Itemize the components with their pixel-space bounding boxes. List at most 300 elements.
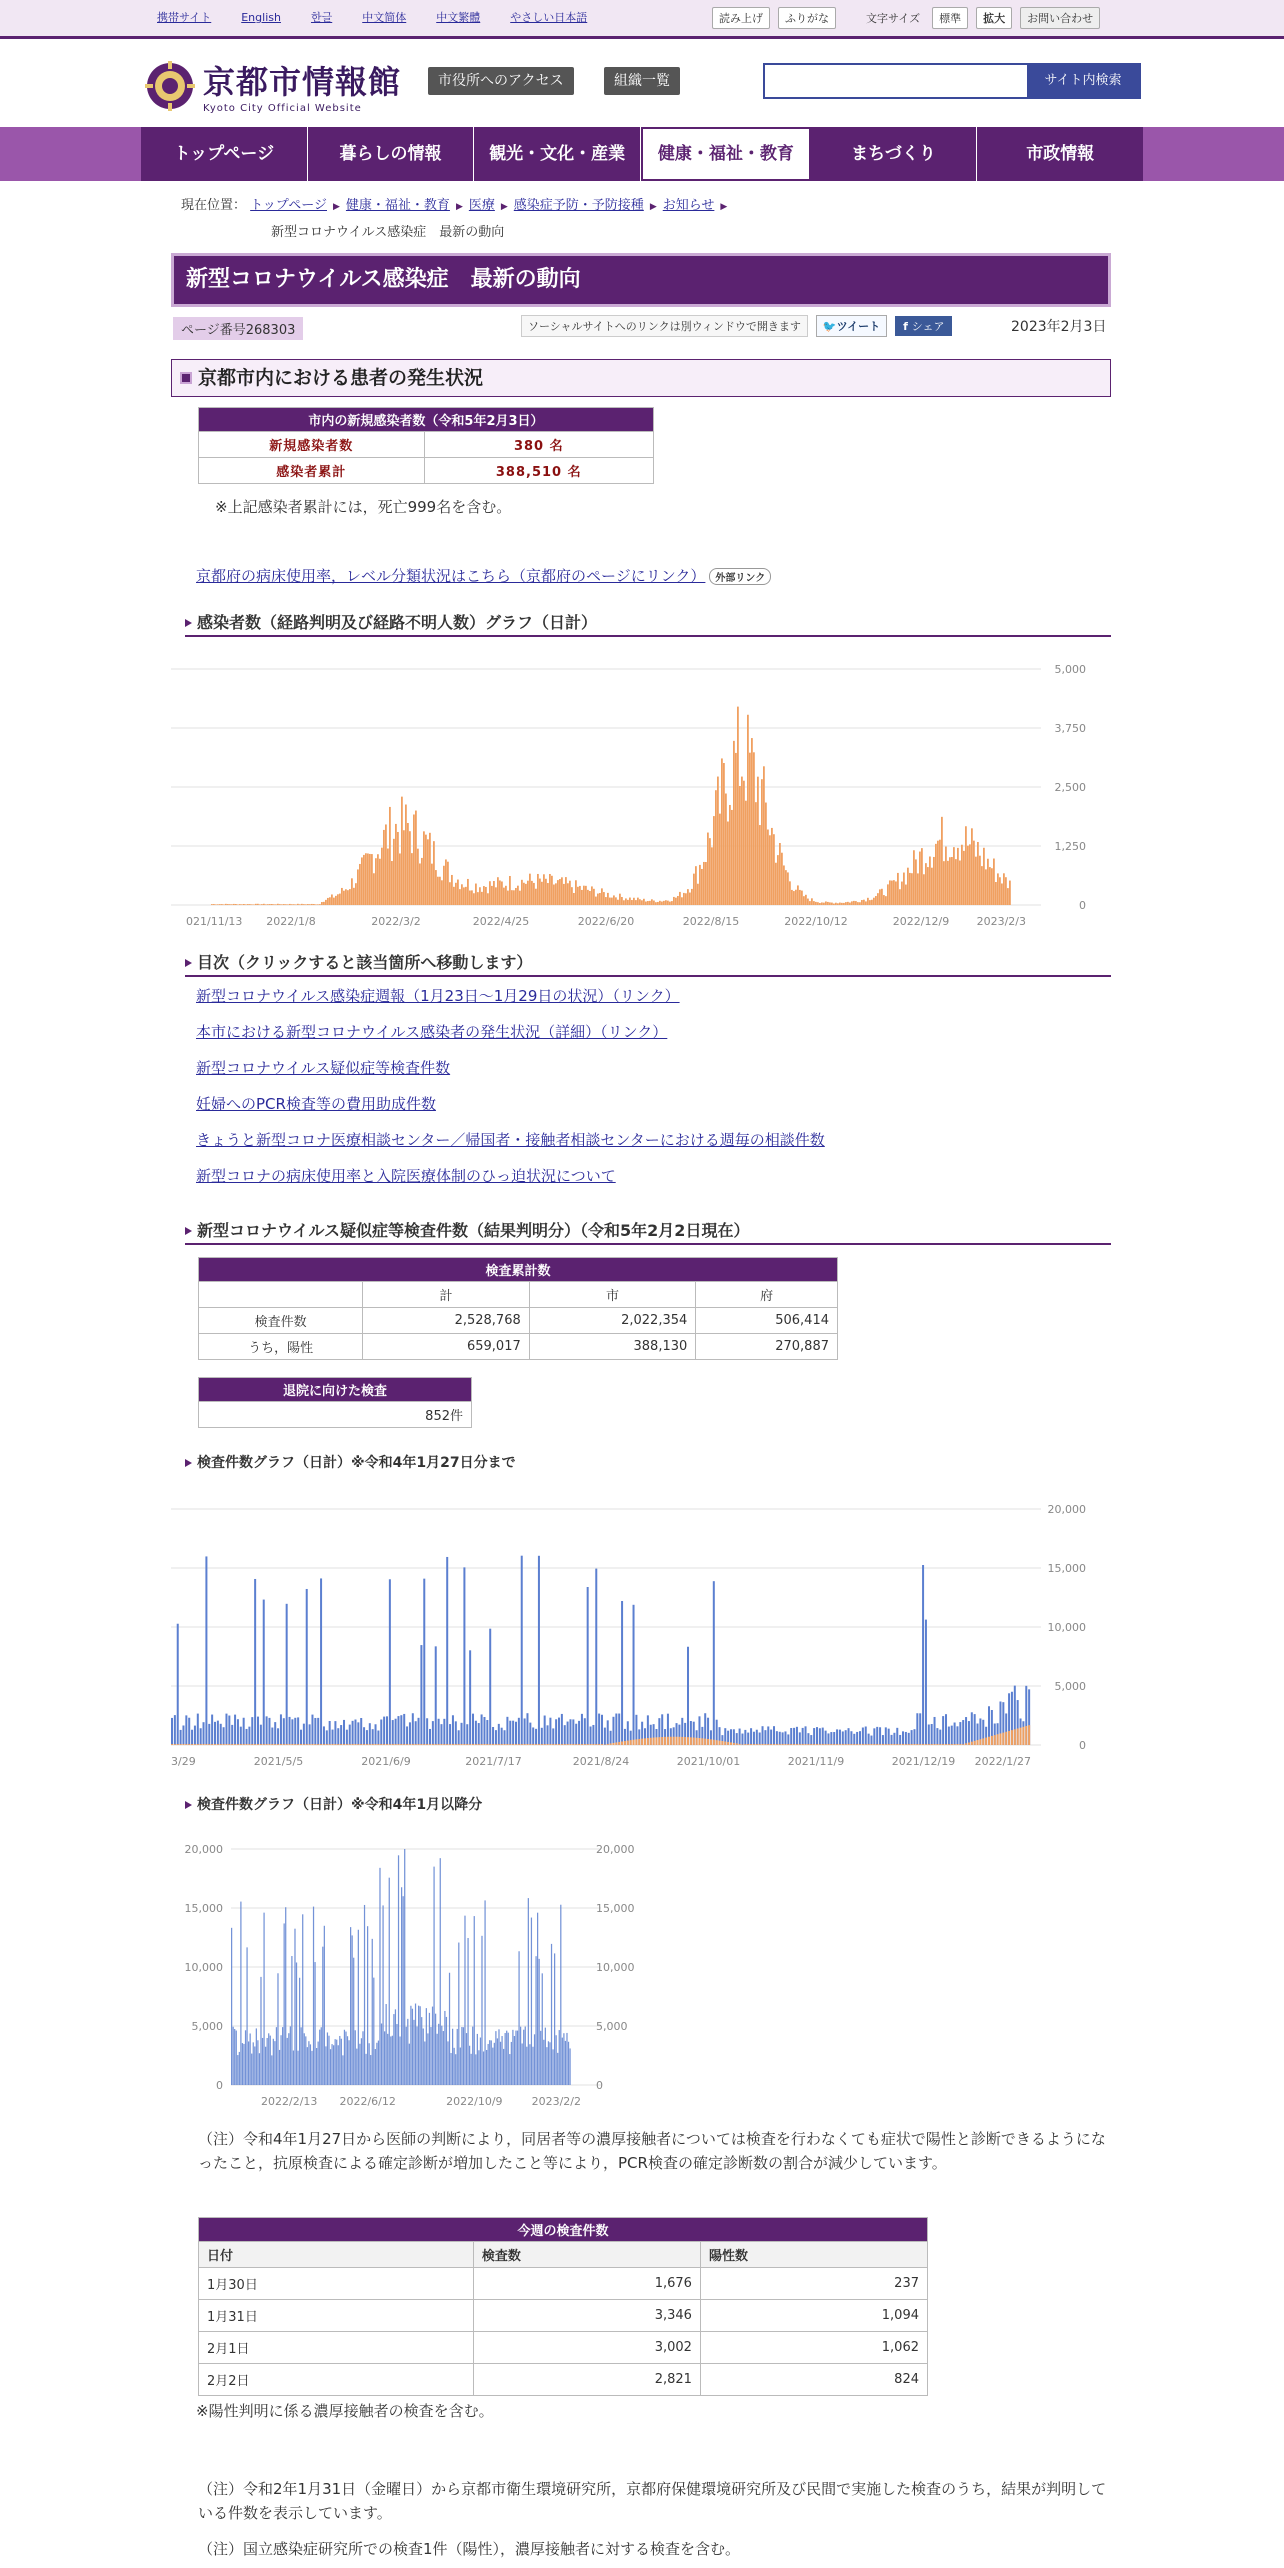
bar-positive: [997, 1734, 999, 1745]
bar: [381, 848, 383, 905]
bar-positive: [615, 1742, 617, 1745]
bar: [314, 1962, 315, 2085]
bar: [483, 1717, 485, 1745]
bar: [251, 904, 253, 905]
bar-positive: [624, 1741, 626, 1745]
bar-positive: [524, 1744, 526, 1745]
bar: [811, 898, 813, 905]
bar: [443, 1719, 445, 1745]
bar: [545, 879, 547, 905]
link-easy-japanese[interactable]: やさしい日本語: [510, 11, 588, 24]
bar: [919, 852, 921, 905]
bar: [789, 881, 791, 905]
x-tick-label: 2021/5/5: [253, 1755, 304, 1768]
breadcrumb-news[interactable]: お知らせ: [662, 198, 715, 213]
bar-positive: [552, 1744, 554, 1745]
bar-positive: [979, 1739, 981, 1745]
bar-positive: [759, 1744, 761, 1745]
bar: [389, 1579, 391, 1745]
bar: [633, 898, 635, 905]
bar: [346, 1730, 348, 1745]
bar: [823, 903, 825, 905]
external-link-badge: 外部リンク: [709, 568, 771, 585]
search-button[interactable]: サイト内検索: [1027, 65, 1139, 97]
kyoto-pref-link[interactable]: [196, 565, 771, 586]
bar-positive: [564, 1744, 566, 1745]
bar: [901, 882, 903, 905]
bar: [404, 1849, 405, 2085]
bar: [520, 2027, 521, 2085]
bar: [959, 1722, 961, 1745]
breadcrumb-health[interactable]: 健康・福祉・教育: [345, 198, 450, 213]
bar: [847, 902, 849, 905]
bar: [271, 904, 273, 905]
bar: [473, 893, 475, 905]
bar-positive: [716, 1740, 718, 1745]
bar: [256, 2028, 257, 2085]
bar: [347, 890, 349, 905]
bar: [378, 2041, 379, 2085]
bar: [934, 1717, 936, 1745]
bar: [501, 2036, 502, 2085]
bar-positive: [415, 1744, 417, 1745]
bar-positive: [1025, 1726, 1027, 1745]
link-chinese-simplified[interactable]: 中文简体: [362, 11, 407, 24]
bar: [759, 1733, 761, 1745]
bar: [372, 1729, 374, 1745]
bar: [311, 2051, 312, 2085]
bar: [625, 898, 627, 905]
bar: [449, 882, 451, 905]
bar: [243, 1718, 245, 1745]
bar: [915, 859, 917, 905]
bar: [418, 2006, 419, 2085]
bar-positive: [506, 1744, 508, 1745]
col-header: 市: [529, 1282, 696, 1308]
bar: [615, 897, 617, 905]
bar-positive: [696, 1738, 698, 1745]
bar: [631, 900, 633, 905]
bar-positive: [375, 1744, 377, 1745]
bar: [835, 903, 837, 905]
bar-positive: [962, 1744, 964, 1745]
bar-positive: [438, 1744, 440, 1745]
bar: [395, 1719, 397, 1745]
bar-positive: [934, 1744, 936, 1745]
bar: [509, 876, 511, 905]
breadcrumb-medical[interactable]: 医療: [468, 198, 495, 213]
bar: [446, 1557, 448, 1745]
bar-positive: [363, 1744, 365, 1745]
bar: [775, 863, 777, 905]
x-tick-label: 2022/1/8: [266, 915, 316, 928]
section-heading-outbreak: 京都市内における患者の発生状況: [171, 359, 1111, 397]
language-links: [157, 9, 617, 25]
bar: [629, 898, 631, 905]
bar: [444, 2011, 445, 2085]
bar: [517, 2031, 518, 2085]
breadcrumb-top[interactable]: トップページ: [250, 198, 327, 213]
bar: [463, 2027, 464, 2085]
bar-positive: [406, 1744, 408, 1745]
bar: [359, 864, 361, 905]
bar: [367, 853, 369, 905]
bar-positive: [936, 1744, 938, 1745]
bar-positive: [999, 1733, 1001, 1745]
bar: [556, 2035, 557, 2085]
bar: [398, 1855, 399, 2085]
nav-town[interactable]: まちづくり: [811, 127, 978, 181]
bar: [736, 1733, 738, 1745]
bar: [581, 890, 583, 905]
note-labs: （注）令和2年1月31日（金曜日）から京都市衛生環境研究所，京都府保健環境研究所及び民間で実施した検査のうち，結果が判明している件数を表示しています。: [198, 2480, 1107, 2522]
nav-living[interactable]: 暮らしの情報: [308, 127, 475, 181]
bar-positive: [945, 1744, 947, 1745]
bar-positive: [856, 1744, 858, 1745]
bar: [833, 904, 835, 905]
link-chinese-traditional[interactable]: 中文繁體: [436, 11, 481, 24]
bar: [364, 1905, 365, 2085]
bar: [347, 2036, 348, 2085]
bar: [461, 884, 463, 905]
bar-positive: [443, 1744, 445, 1745]
access-button[interactable]: 市役所へのアクセス: [428, 67, 574, 95]
site-logo[interactable]: [145, 57, 401, 114]
bar: [528, 1898, 529, 2085]
toc-link-consult[interactable]: きょうと新型コロナ医療相談センター／帰国者・接触者相談センターにおける週毎の相談件数: [196, 1131, 825, 1149]
bar-positive: [741, 1744, 743, 1745]
bar: [307, 2047, 308, 2085]
bar: [246, 1729, 248, 1745]
bar: [770, 1730, 772, 1745]
bar-positive: [380, 1744, 382, 1745]
bar: [415, 1721, 417, 1745]
toc-link-detail[interactable]: 本市における新型コロナウイルス感染者の発生状況（詳細）（リンク）: [196, 1023, 668, 1041]
bar: [416, 2026, 417, 2085]
bar: [498, 2029, 499, 2085]
bar-positive: [289, 1744, 291, 1745]
bar: [558, 1718, 560, 1745]
bar: [483, 2051, 484, 2085]
bar: [253, 2042, 254, 2085]
cell: 2,528,768: [363, 1308, 530, 1334]
contact-button[interactable]: お問い合わせ: [1020, 7, 1100, 29]
x-tick-label: 2022/6/20: [577, 915, 635, 928]
bar: [985, 869, 987, 905]
bar: [427, 839, 429, 905]
bar: [329, 1721, 331, 1745]
bar-positive: [392, 1744, 394, 1745]
bar: [526, 1713, 528, 1745]
bar: [515, 1722, 517, 1745]
bar-positive: [730, 1742, 732, 1745]
org-list-button[interactable]: 組織一覧: [604, 67, 680, 95]
bar: [426, 1718, 428, 1745]
bar: [936, 1728, 938, 1745]
bar: [764, 1730, 766, 1745]
site-subtitle: Kyoto City Official Website: [203, 103, 362, 114]
bar: [386, 1716, 388, 1745]
bar: [279, 904, 281, 905]
bar: [551, 1944, 552, 2085]
bar: [469, 1650, 471, 1745]
bar: [269, 904, 271, 905]
bar: [386, 2004, 387, 2085]
bar: [367, 1926, 368, 2085]
bar-positive: [515, 1744, 517, 1745]
bar-positive: [655, 1737, 657, 1745]
bar: [693, 874, 695, 905]
bar: [339, 894, 341, 905]
bar: [236, 2031, 237, 2085]
bar-positive: [724, 1741, 726, 1745]
search-input[interactable]: [765, 65, 1029, 99]
bar: [729, 805, 731, 905]
bar: [893, 880, 895, 905]
bar-positive: [793, 1744, 795, 1745]
bar: [647, 901, 649, 905]
font-size-label: 文字サイズ: [866, 12, 921, 25]
bar-positive: [509, 1744, 511, 1745]
bar: [171, 1718, 173, 1745]
bar-positive: [561, 1744, 563, 1745]
bar: [435, 2014, 436, 2085]
cell: 1,062: [700, 2332, 927, 2364]
table-caption: 検査累計数: [199, 1258, 838, 1282]
bar-positive: [770, 1744, 772, 1745]
bar: [506, 2031, 507, 2085]
bar: [401, 1887, 402, 2085]
bar: [917, 873, 919, 905]
bar: [321, 2027, 322, 2085]
font-standard-button[interactable]: 標準: [932, 7, 968, 29]
bar-positive: [334, 1744, 336, 1745]
bar: [569, 1719, 571, 1745]
bar: [841, 903, 843, 905]
bar: [862, 1728, 864, 1745]
bar: [240, 1902, 241, 2085]
bar: [203, 1722, 205, 1745]
bar-positive: [845, 1744, 847, 1745]
toc-link-pregnant[interactable]: 妊婦へのPCR検査等の費用助成件数: [196, 1095, 436, 1113]
bar: [965, 1717, 967, 1745]
bar: [361, 2038, 362, 2085]
bar: [289, 1717, 291, 1745]
bar: [810, 1735, 812, 1745]
font-large-button[interactable]: 拡大: [976, 7, 1012, 29]
bar: [460, 2048, 461, 2085]
bar-positive: [836, 1744, 838, 1745]
bar: [564, 1725, 566, 1745]
x-tick-label: 2021/12/19: [891, 1755, 956, 1768]
nav-tourism[interactable]: 観光・文化・産業: [474, 127, 641, 181]
bar-positive: [314, 1744, 316, 1745]
bar: [963, 851, 965, 905]
bar: [495, 887, 497, 905]
bar: [233, 2027, 234, 2085]
y-tick-label: 5,000: [1054, 1680, 1086, 1693]
bar: [560, 1905, 561, 2085]
bar: [987, 859, 989, 905]
bar: [879, 889, 881, 905]
bar: [773, 1726, 775, 1745]
bar: [513, 890, 515, 905]
bar: [231, 1725, 233, 1745]
bar-positive: [475, 1744, 477, 1745]
col-header: 検査数: [473, 2242, 700, 2268]
bar: [679, 892, 681, 905]
bar: [319, 904, 321, 905]
bar: [432, 1721, 434, 1745]
bar: [439, 877, 441, 905]
bar-positive: [876, 1744, 878, 1745]
furigana-button[interactable]: ふりがな: [778, 7, 836, 29]
chevron-right-icon: ▶: [333, 202, 340, 212]
bar: [466, 1724, 468, 1745]
bar: [465, 887, 467, 905]
bar: [458, 1943, 459, 2085]
bar: [673, 897, 675, 905]
nav-top[interactable]: トップページ: [141, 127, 308, 181]
bar: [881, 889, 883, 905]
bar-positive: [842, 1744, 844, 1745]
bar: [270, 2036, 271, 2085]
cell: 1月30日: [199, 2268, 474, 2300]
nav-health[interactable]: 健康・福祉・教育: [641, 127, 811, 181]
link-english[interactable]: English: [241, 11, 281, 24]
bar: [868, 1734, 870, 1745]
read-aloud-button[interactable]: 読み上げ: [712, 7, 770, 29]
bar: [999, 877, 1001, 905]
bar: [266, 1716, 268, 1745]
x-tick-label: 3/29: [171, 1755, 196, 1768]
bar-positive: [810, 1744, 812, 1745]
bar: [466, 2033, 467, 2085]
bar: [505, 886, 507, 905]
tweet-button[interactable]: [816, 315, 887, 337]
bar-positive: [727, 1742, 729, 1745]
bar: [731, 810, 733, 905]
bar: [389, 807, 391, 905]
nav-municipal[interactable]: 市政情報: [1026, 144, 1095, 164]
bar-positive: [782, 1744, 784, 1745]
bar: [245, 904, 247, 905]
bar-positive: [521, 1744, 523, 1745]
bar: [769, 835, 771, 905]
bar: [959, 861, 961, 905]
bar: [790, 1728, 792, 1745]
bar: [474, 1916, 475, 2085]
bar: [610, 1731, 612, 1745]
y-tick-label: 10,000: [1047, 1621, 1086, 1634]
bar: [321, 902, 323, 905]
toc-link-tests[interactable]: 新型コロナウイルス疑似症等検査件数: [196, 1059, 451, 1077]
bar-positive: [352, 1744, 354, 1745]
bar-positive: [469, 1744, 471, 1745]
bar: [939, 1730, 941, 1745]
bar-positive: [567, 1744, 569, 1745]
bar: [813, 1728, 815, 1745]
toc-link-weekly[interactable]: 新型コロナウイルス感染症週報（1月23日～1月29日の状況）（リンク）: [196, 987, 680, 1005]
bar: [787, 872, 789, 905]
bar-positive: [902, 1744, 904, 1745]
bar: [239, 2052, 240, 2085]
bar-positive: [303, 1744, 305, 1745]
bar: [777, 855, 779, 905]
bar: [849, 903, 851, 905]
bar: [542, 1973, 543, 2085]
bar-positive: [286, 1744, 288, 1745]
bar: [301, 904, 303, 905]
bar: [469, 2046, 470, 2085]
bar: [645, 902, 647, 905]
bar: [387, 2034, 388, 2085]
bar-positive: [661, 1737, 663, 1745]
bar: [787, 1734, 789, 1745]
cell: 2月2日: [199, 2364, 474, 2396]
bar: [572, 1719, 574, 1745]
bar-positive: [483, 1744, 485, 1745]
bar: [815, 902, 817, 905]
bar: [885, 1727, 887, 1745]
link-mobile[interactable]: 携帯サイト: [157, 11, 212, 24]
bar: [348, 2040, 349, 2085]
bar: [445, 859, 447, 905]
bar: [407, 823, 409, 905]
bar: [585, 886, 587, 905]
bar-positive: [994, 1735, 996, 1745]
bar-positive: [400, 1744, 402, 1745]
bar: [360, 1718, 362, 1745]
bar: [612, 1717, 614, 1745]
bar: [457, 2029, 458, 2085]
bar: [225, 904, 227, 905]
bar: [331, 894, 333, 905]
bar: [492, 2048, 493, 2085]
bar-positive: [544, 1744, 546, 1745]
bar-positive: [1005, 1732, 1007, 1745]
bar-positive: [693, 1738, 695, 1745]
bar: [921, 848, 923, 905]
bar: [223, 1727, 225, 1745]
bar: [418, 1718, 420, 1745]
bar-positive: [323, 1744, 325, 1745]
bar: [472, 2027, 473, 2085]
bar: [723, 763, 725, 905]
bar: [355, 2030, 356, 2085]
bar: [902, 1731, 904, 1745]
breadcrumb-prevention[interactable]: 感染症予防・予防接種: [513, 198, 644, 213]
cell: 2,022,354: [529, 1308, 696, 1334]
bar: [744, 1730, 746, 1745]
bar: [475, 884, 477, 905]
bar-positive: [678, 1737, 680, 1745]
bar: [759, 825, 761, 905]
bar-positive: [1017, 1728, 1019, 1745]
link-korean[interactable]: 한글: [310, 11, 333, 24]
bar-positive: [908, 1744, 910, 1745]
tests-chart-2021: [171, 1489, 1111, 1769]
bar: [885, 896, 887, 905]
bar-positive: [174, 1744, 176, 1745]
bar: [426, 2008, 427, 2085]
bar: [423, 1579, 425, 1745]
share-button[interactable]: [895, 316, 952, 336]
bar: [325, 2046, 326, 2085]
bar: [713, 1581, 715, 1745]
toc-link-beds[interactable]: 新型コロナの病床使用率と入院医療体制のひっ迫状況について: [196, 1167, 616, 1185]
bar: [254, 2046, 255, 2085]
